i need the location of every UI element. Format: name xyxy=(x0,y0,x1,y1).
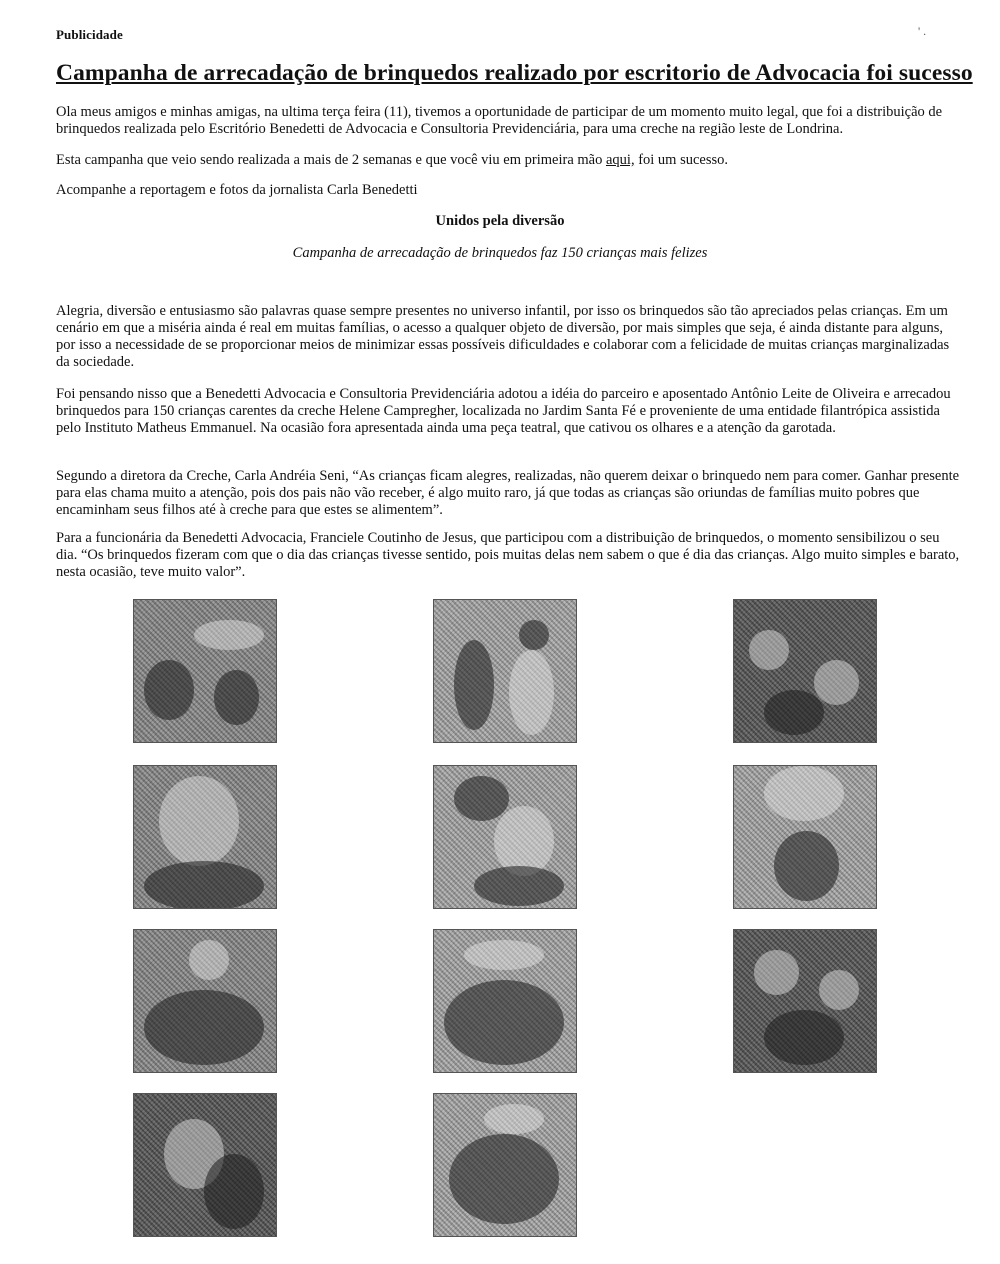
body-paragraph-2: Foi pensando nisso que a Benedetti Advocacia e Consultoria Previdenciária adotou a idéia do parceiro e aposentado Antônio Leite de Oliveira e arrecadou brinquedos para 150 crianças carentes da creche Helene Campregher, localizada no Jardim Santa Fé e proveniente de uma entidade filantrópica assistida pelo Instituto Matheus Emmanuel. Na ocasião fora apresentada ainda uma peça teatral, que cativou os olhares e a atenção da garotada. xyxy=(56,386,951,436)
photo-child-hug xyxy=(133,1093,277,1237)
photo-children-group-dark xyxy=(733,599,877,743)
photo-classroom-tables xyxy=(433,1093,577,1237)
body-paragraph-4: Para a funcionária da Benedetti Advocacia, Franciele Coutinho de Jesus, que participou com a distribuição de brinquedos, o momento sensibilizou o seu dia. “Os brinquedos fizeram com que o dia das crianças tivesse sentido, pois muitas delas nem sabem o que é dia das crianças. Algo muito simples e barato, nesta ocasião, teve muito valor”. xyxy=(56,530,960,580)
publicity-label: Publicidade xyxy=(56,27,123,42)
photo-boy-portrait xyxy=(133,765,277,909)
body-paragraph-3: Segundo a diretora da Creche, Carla Andréia Seni, “As crianças ficam alegres, realizadas, não querem deixar o brinquedo nem para comer. Ganhar presente para elas chama muito a atenção, pois dos pais não vão receber, é algo muito raro, já que todas as crianças são oriundas de famílias muito pobres que encaminham seus filhos até à creche para que estes se alimentem”. xyxy=(56,468,960,518)
body-paragraph-1: Alegria, diversão e entusiasmo são palavras quase sempre presentes no universo infantil, por isso os brinquedos são tão apreciados pelas crianças. Em um cenário em que a miséria ainda é real em muitas famílias, o acesso a qualquer objeto de diversão, por mais simples que seja, é ainda distante para alguns, por isso a necessidade de se proporcionar meios de minimizar essas possíveis dificuldades e colaborar com a felicidade de muitas crianças marginalizadas da sociedade. xyxy=(56,303,950,370)
article-headline: Campanha de arrecadação de brinquedos realizado por escritorio de Advocacia foi sucesso xyxy=(56,60,973,86)
aqui-link[interactable]: aqui, xyxy=(605,152,635,168)
photo-crowd-classroom xyxy=(433,929,577,1073)
photo-children-dark xyxy=(733,929,877,1073)
intro-paragraph-2-text-after: foi um sucesso. xyxy=(634,152,729,168)
scan-marks: ' . xyxy=(918,24,927,38)
photo-crowd-adults xyxy=(133,929,277,1073)
intro-paragraph-2 xyxy=(56,152,962,169)
intro-paragraph-1: Ola meus amigos e minhas amigas, na ultima terça feira (11), tivemos a oportunidade de participar de um momento muito legal, que foi a distribuição de brinquedos realizada pelo Escritório Benedetti de Advocacia e Consultoria Previdenciária, para uma creche na região leste de Londrina. xyxy=(56,104,943,137)
photo-children-standing xyxy=(433,599,577,743)
article-subsubtitle: Campanha de arrecadação de brinquedos faz 150 crianças mais felizes xyxy=(292,245,708,261)
photo-children-toys xyxy=(133,599,277,743)
intro-paragraph-2-text-before: Esta campanha que veio sendo realizada a mais de 2 semanas e que você viu em primeira mão xyxy=(56,152,606,168)
article-subtitle: Unidos pela diversão xyxy=(435,213,565,229)
intro-paragraph-3: Acompanhe a reportagem e fotos da jornalista Carla Benedetti xyxy=(56,182,418,198)
photo-child-with-ball xyxy=(733,765,877,909)
photo-boy-with-toy xyxy=(433,765,577,909)
